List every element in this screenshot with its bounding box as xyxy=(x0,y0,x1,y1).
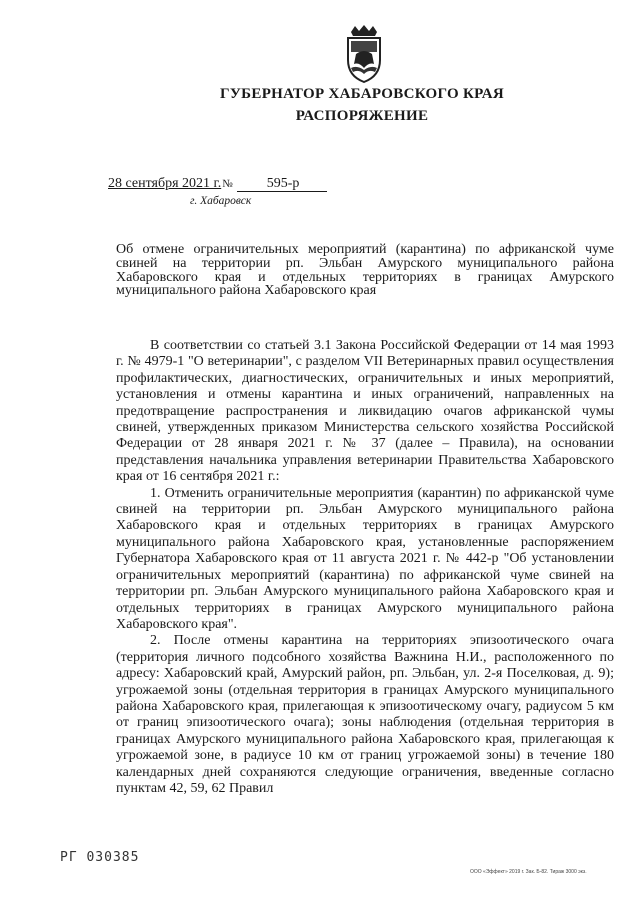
body-paragraph-2: 2. После отмены карантина на территориях эпизоотического очага (территория личного подсобного хозяйства Важнина Н.И., расположенного по адресу: Хабаровский край, Амурский район, рп. Эльбан, ул. 2-я Поселковая, д. 9); угрожаемой зоны (отдельная территория в границах Амурского муниципального района Хабаровского края, прилегающая к эпизоотическому очагу, радиусом 5 км от границ эпизоотического очага); зоны наблюдения (отдельная территория в границах Амурского муниципального района Хабаровского края, прилегающая к угрожаемой зоне, в радиусе 10 км от границ угрожаемой зоны) в течение 180 календарных дней сохраняются следующие ограничения, введенные согласно пунктам 42, 59, 62 Правил xyxy=(116,633,614,796)
document-body xyxy=(116,338,614,797)
governor-title: ГУБЕРНАТОР ХАБАРОВСКОГО КРАЯ xyxy=(220,86,504,102)
document-number: 595-р xyxy=(237,177,327,192)
document-date: 28 сентября 2021 г. xyxy=(108,176,222,191)
registration-stamp: РГ 030385 xyxy=(60,850,140,865)
number-sign: № xyxy=(222,178,233,190)
body-paragraph-1: 1. Отменить ограничительные мероприятия (карантин) по африканской чуме свиней на территории рп. Эльбан Амурского муниципального района Хабаровского края и отдельных территориях в границах Амурского муниципального района Хабаровского края, установленные распоряжением Губернатора Хабаровского края от 11 августа 2021 г. № 442-р "Об установлении ограничительных мероприятий (карантина) по африканской чуме свиней на территории рп. Эльбан Амурского муниципального района Хабаровского края и отдельных территориях в границах Амурского муниципального района Хабаровского края". xyxy=(116,485,614,632)
date-line xyxy=(108,176,327,192)
printer-footer: ООО «Эффект» 2019 г. Зак. Б-82. Тираж 3000 экз. xyxy=(470,869,587,875)
city-label: г. Хабаровск xyxy=(190,195,252,207)
document-type-title: РАСПОРЯЖЕНИЕ xyxy=(295,108,429,124)
document-subject: Об отмене ограничительных мероприятий (карантина) по африканской чуме свиней на территории рп. Эльбан Амурского муниципального района Хабаровского края и отдельных территориях в границах Амурского муниципального района Хабаровского края xyxy=(116,242,614,299)
khabarovsk-coat-of-arms-icon xyxy=(341,24,387,84)
body-paragraph-preamble: В соответствии со статьей 3.1 Закона Российской Федерации от 14 мая 1993 г. № 4979-1 "О ветеринарии", с разделом VII Ветеринарных правил осуществления профилактических, диагностических, ограничительных и иных мероприятий, установления и отмены карантина и иных ограничений, направленных на предотвращение распространения и ликвидацию очагов африканской чумы свиней, утвержденных приказом Министерства сельского хозяйства Российской Федерации от 28 января 2021 г. № 37 (далее – Правила), на основании представления начальника управления ветеринарии Правительства Хабаровского края от 16 сентября 2021 г.: xyxy=(116,338,614,485)
